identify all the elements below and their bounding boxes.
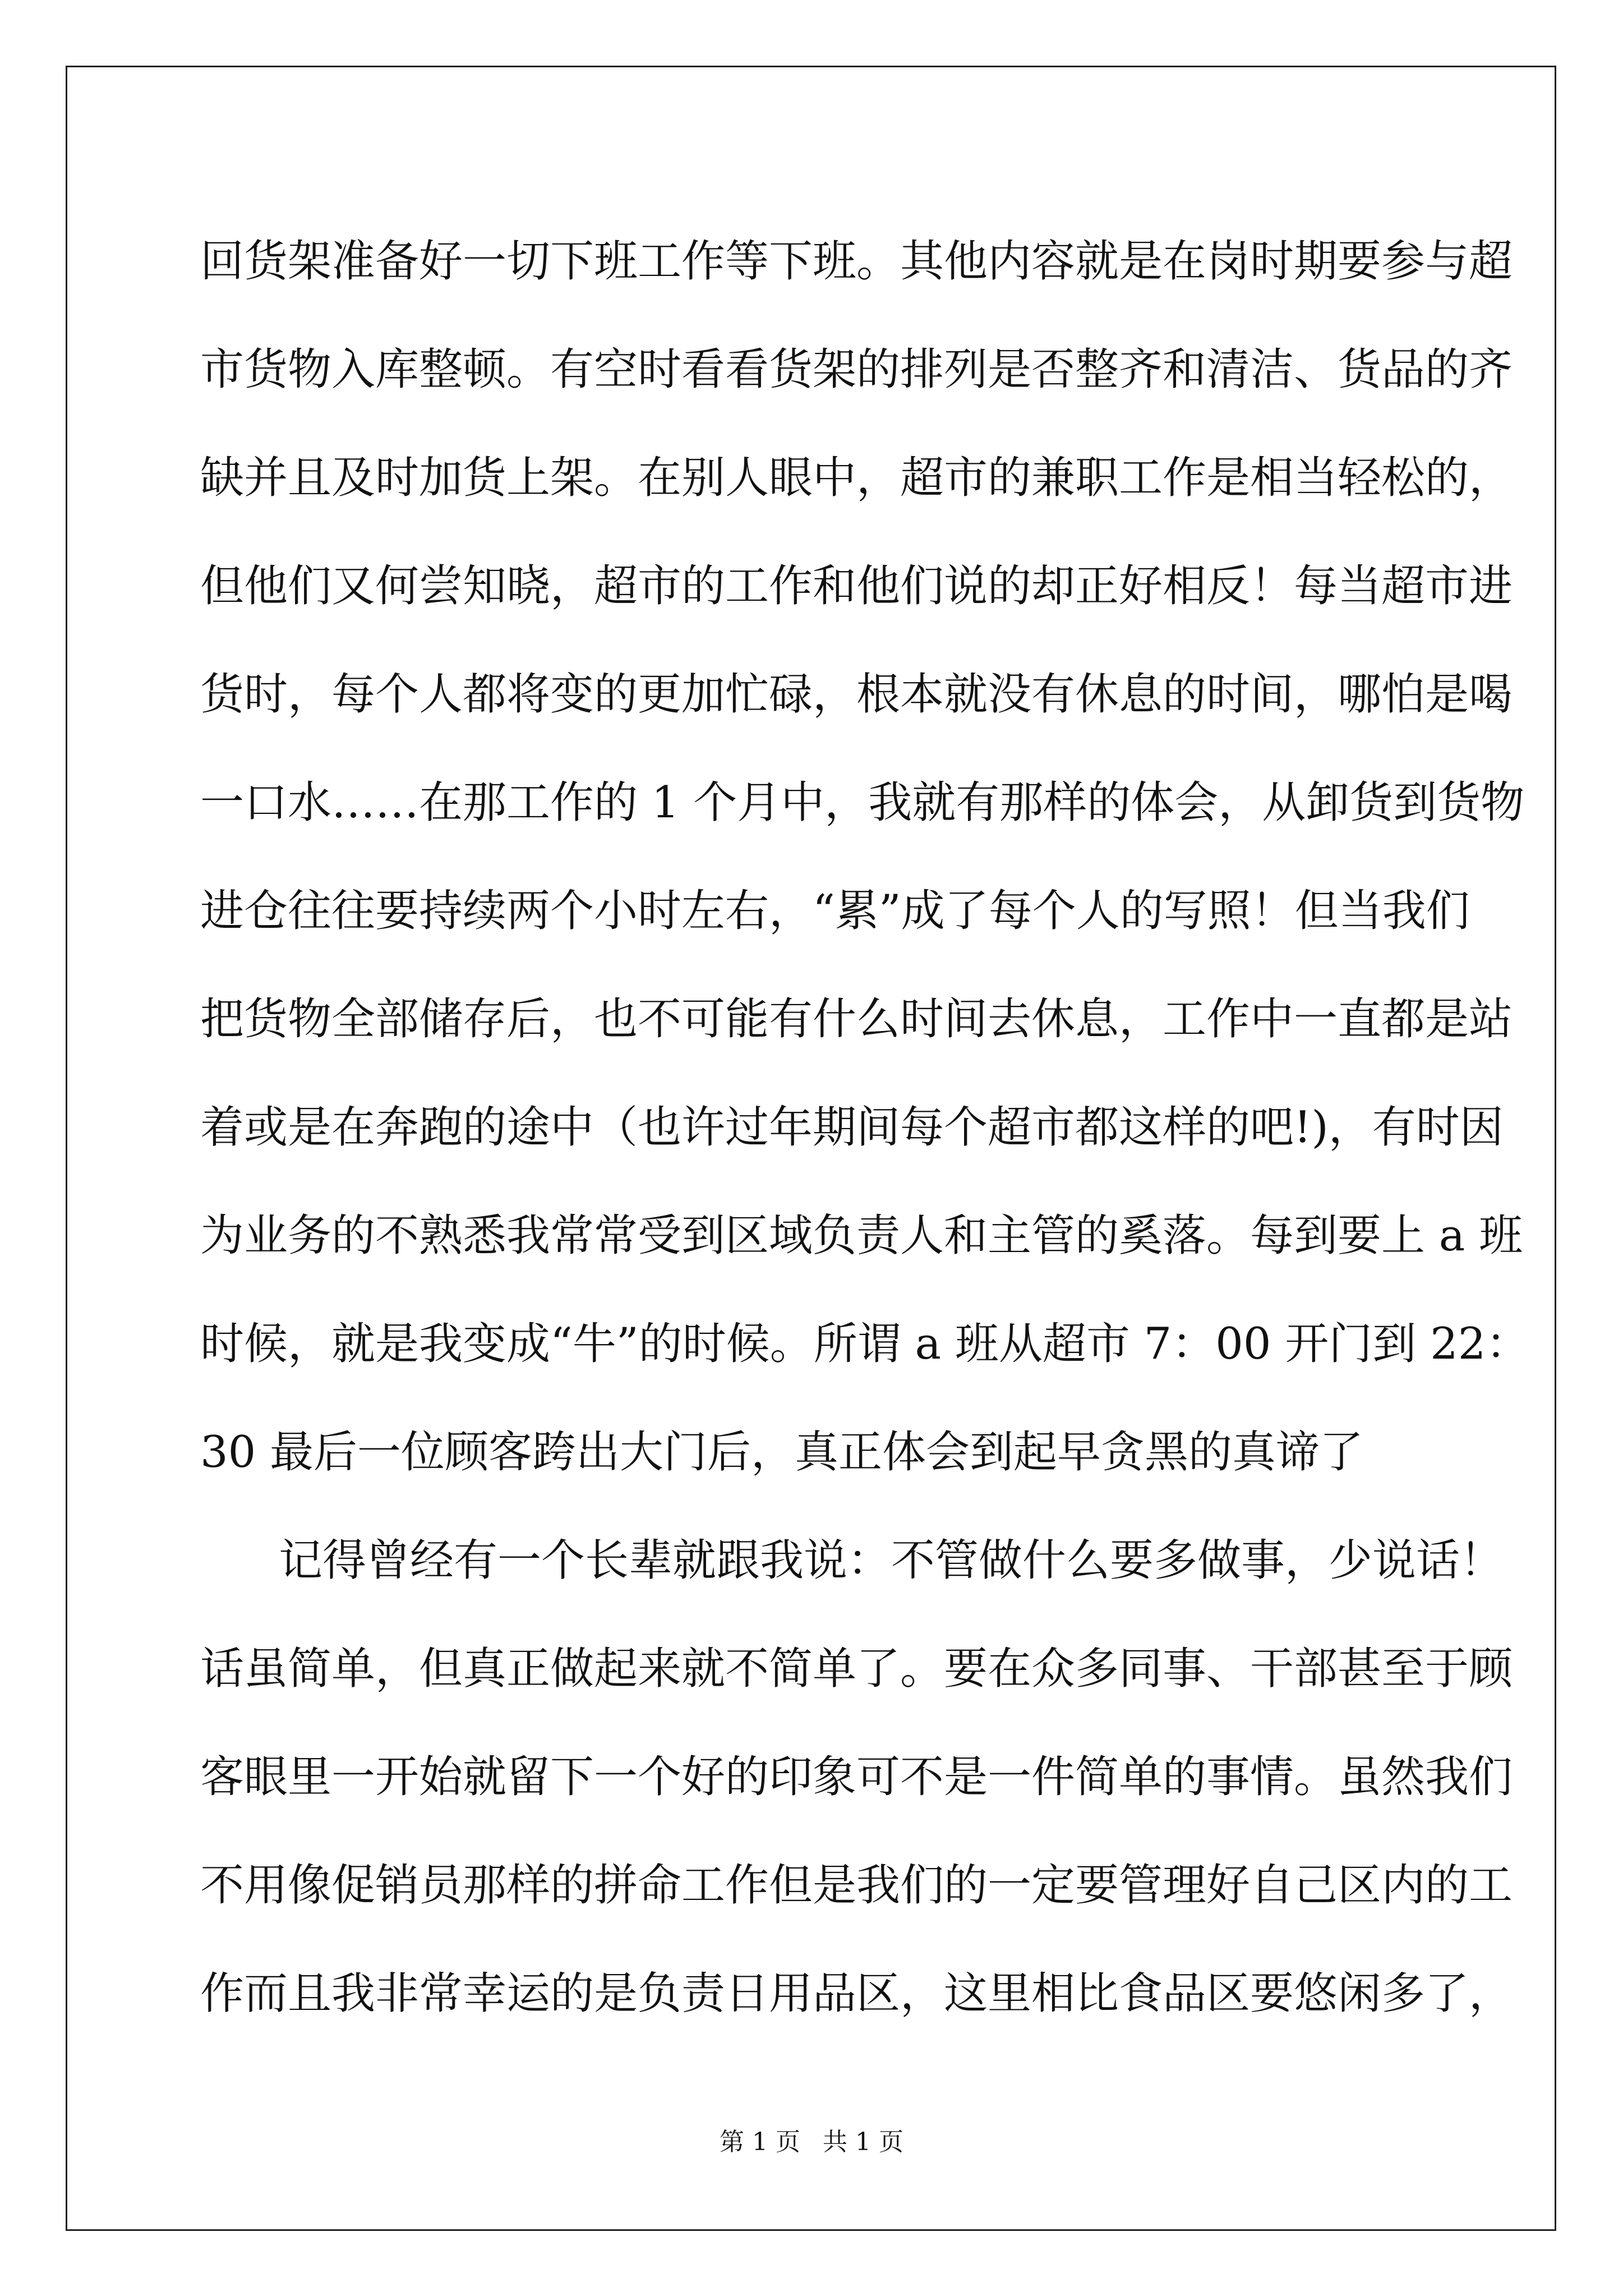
- text-line: 时候，就是我变成“牛”的时候。所谓 a 班从超市 7：00 开门到 22：: [200, 1319, 1530, 1369]
- paragraph-first-line: 记得曾经有一个长辈就跟我说：不管做什么要多做事，少说话！: [279, 1535, 1504, 1586]
- text-line: 为业务的不熟悉我常常受到区域负责人和主管的奚落。每到要上 a 班: [200, 1211, 1523, 1261]
- text-line: 但他们又何尝知晓，超市的工作和他们说的却正好相反！每当超市进: [200, 561, 1513, 611]
- page-number: 第 1 页: [720, 2128, 800, 2156]
- text-line: 进仓往往要持续两个小时左右，“累”成了每个人的写照！但当我们: [200, 886, 1470, 936]
- text-line: 货时，每个人都将变的更加忙碌，根本就没有休息的时间，哪怕是喝: [200, 669, 1513, 720]
- page-footer: [0, 2122, 1623, 2157]
- text-line: 把货物全部储存后，也不可能有什么时间去休息，工作中一直都是站: [200, 994, 1513, 1045]
- text-line: 市货物入库整顿。有空时看看货架的排列是否整齐和清洁、货品的齐: [200, 344, 1513, 395]
- text-line: 一口水……在那工作的 1 个月中，我就有那样的体会，从卸货到货物: [200, 777, 1525, 828]
- page-total: 共 1 页: [823, 2128, 903, 2156]
- text-line: 不用像促销员那样的拼命工作但是我们的一定要管理好自己区内的工: [200, 1860, 1513, 1911]
- text-line: 回货架准备好一切下班工作等下班。其他内容就是在岗时期要参与超: [200, 236, 1513, 287]
- text-line: 30 最后一位顾客跨出大门后，真正体会到起早贪黑的真谛了: [200, 1427, 1364, 1478]
- text-line: 客眼里一开始就留下一个好的印象可不是一件简单的事情。虽然我们: [200, 1752, 1513, 1802]
- text-line: 作而且我非常幸运的是负责日用品区，这里相比食品区要悠闲多了，: [200, 1968, 1513, 2019]
- text-line: 话虽简单，但真正做起来就不简单了。要在众多同事、干部甚至于顾: [200, 1644, 1513, 1694]
- document-body: [200, 208, 1530, 2048]
- text-line: 缺并且及时加货上架。在别人眼中，超市的兼职工作是相当轻松的，: [200, 453, 1513, 503]
- text-line: 着或是在奔跑的途中（也许过年期间每个超市都这样的吧!)，有时因: [200, 1102, 1504, 1153]
